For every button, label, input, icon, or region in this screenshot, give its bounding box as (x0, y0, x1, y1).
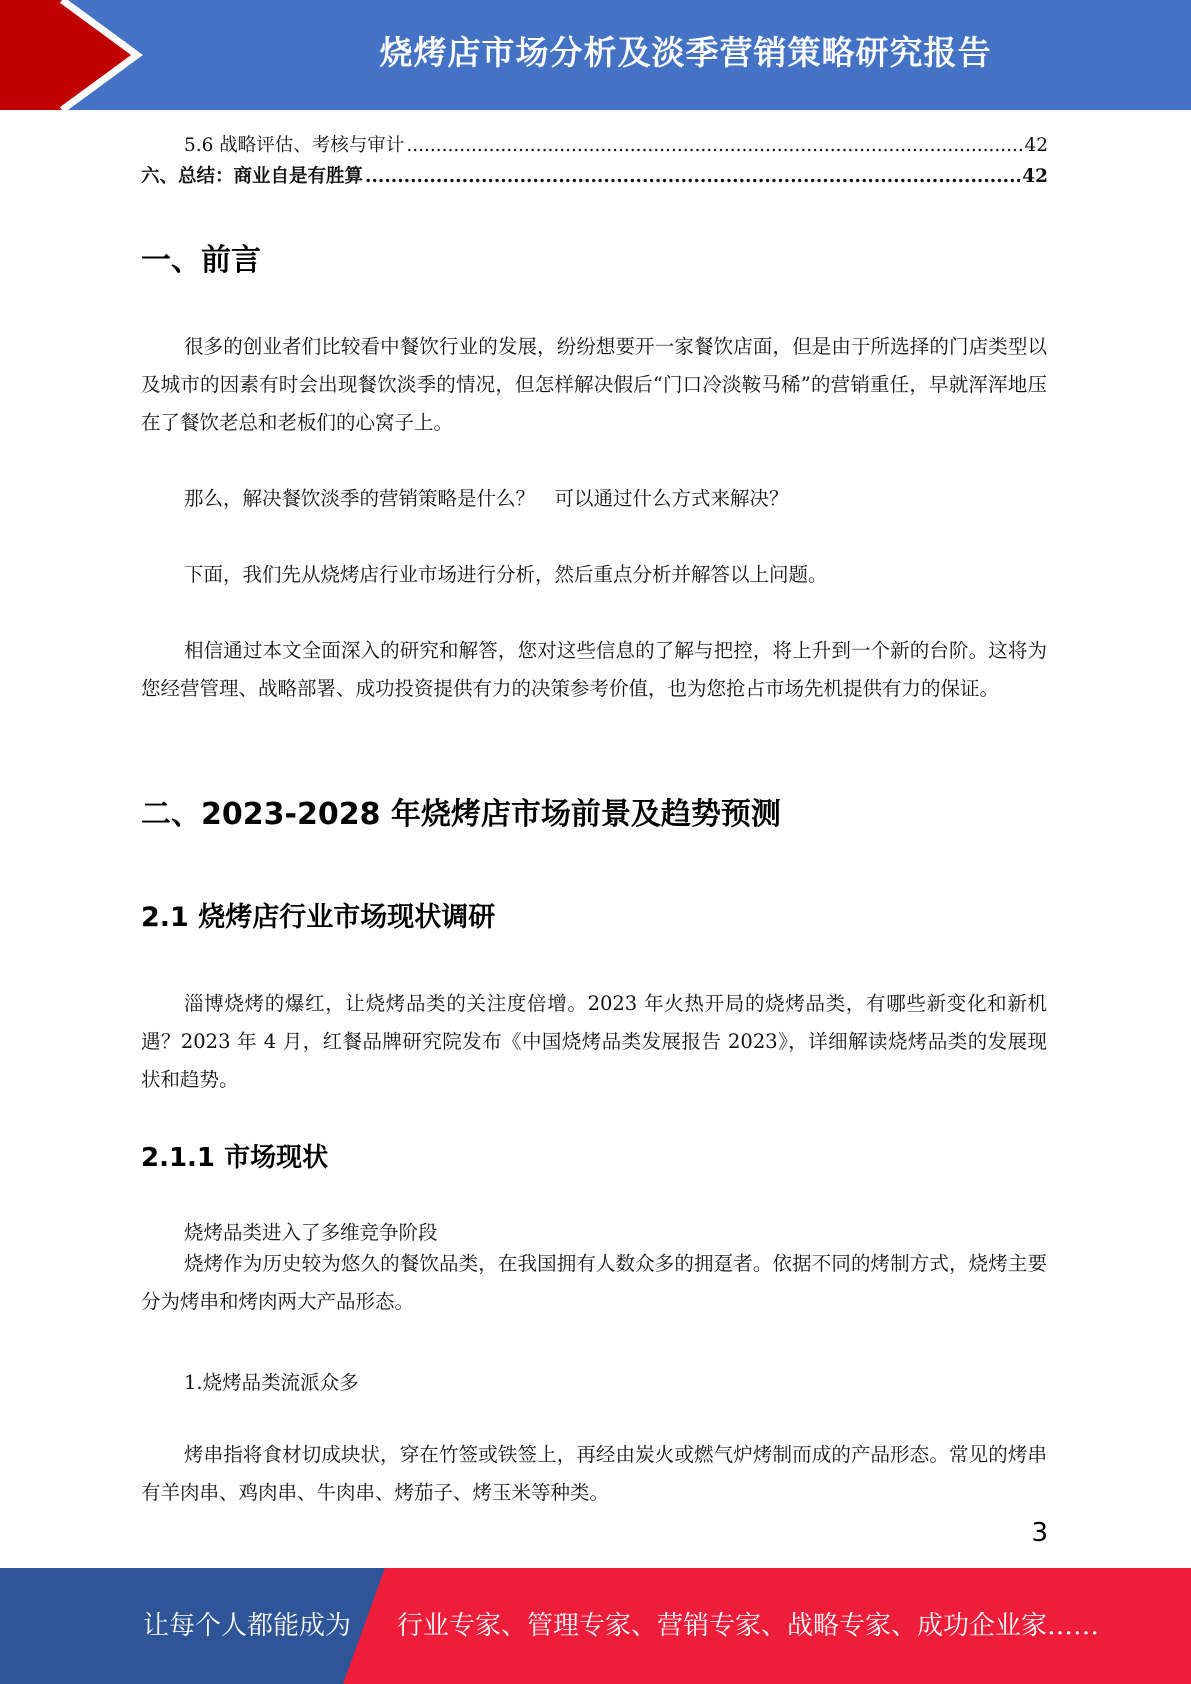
footer-slogan-left: 让每个人都能成为 (143, 1611, 352, 1641)
toc-entry-page: 42 (1024, 135, 1048, 156)
text-line: 烧烤品类进入了多维竞争阶段 (184, 1221, 438, 1244)
header-title: 烧烤店市场分析及淡季营销策略研究报告 (379, 33, 992, 72)
toc-entry[interactable] (141, 131, 1048, 157)
page-number: 3 (1031, 1518, 1048, 1548)
toc-leader-dots (365, 166, 1020, 187)
paragraph: 淄博烧烤的爆红，让烧烤品类的关注度倍增。2023 年火热开局的烧烤品类，有哪些新变化和新机遇？2023 年 4 月，红餐品牌研究院发布《中国烧烤品类发展报告 2023》，详细解读烧烤品类的发展现状和趋势。 (141, 992, 1047, 1091)
section-heading-forecast: 二、2023-2028 年烧烤店市场前景及趋势预测 (141, 797, 781, 832)
paragraph: 相信通过本文全面深入的研究和解答，您对这些信息的了解与把控，将上升到一个新的台阶。这将为您经营管理、战略部署、成功投资提供有力的决策参考价值，也为您抢占市场先机提供有力的保证。 (141, 639, 1047, 700)
toc-entry-label: 5.6 战略评估、考核与审计 (184, 135, 405, 156)
toc-entry[interactable] (141, 162, 1048, 188)
paragraph: 下面，我们先从烧烤店行业市场进行分析，然后重点分析并解答以上问题。 (184, 563, 828, 586)
toc-leader-dots (406, 135, 1022, 156)
paragraph: 烧烤作为历史较为悠久的餐饮品类，在我国拥有人数众多的拥趸者。依据不同的烤制方式，烧烤主要分为烤串和烤肉两大产品形态。 (141, 1252, 1047, 1313)
paragraph: 很多的创业者们比较看中餐饮行业的发展，纷纷想要开一家餐饮店面，但是由于所选择的门店类型以及城市的因素有时会出现餐饮淡季的情况，但怎样解决假后“门口冷淡鞍马稀”的营销重任，早就浑浑地压在了餐饮老总和老板们的心窝子上。 (141, 335, 1047, 434)
toc-entry-page: 42 (1022, 166, 1048, 187)
paragraph: 那么，解决餐饮淡季的营销策略是什么？ 可以通过什么方式来解决？ (184, 487, 789, 510)
toc-entry-label: 六、总结：商业自是有胜算 (141, 166, 364, 187)
subsubsection-heading: 2.1.1 市场现状 (141, 1143, 329, 1173)
page-footer (0, 1568, 1191, 1684)
paragraph: 烤串指将食材切成块状，穿在竹签或铁签上，再经由炭火或燃气炉烤制而成的产品形态。常见的烤串有羊肉串、鸡肉串、牛肉串、烤茄子、烤玉米等种类。 (141, 1443, 1047, 1504)
page-header (0, 0, 1191, 110)
subsection-heading: 2.1 烧烤店行业市场现状调研 (141, 902, 496, 933)
section-heading-preface: 一、前言 (141, 243, 261, 278)
list-item: 1.烧烤品类流派众多 (184, 1371, 359, 1394)
footer-slogan-right: 行业专家、管理专家、营销专家、战略专家、成功企业家…… (397, 1611, 1100, 1641)
